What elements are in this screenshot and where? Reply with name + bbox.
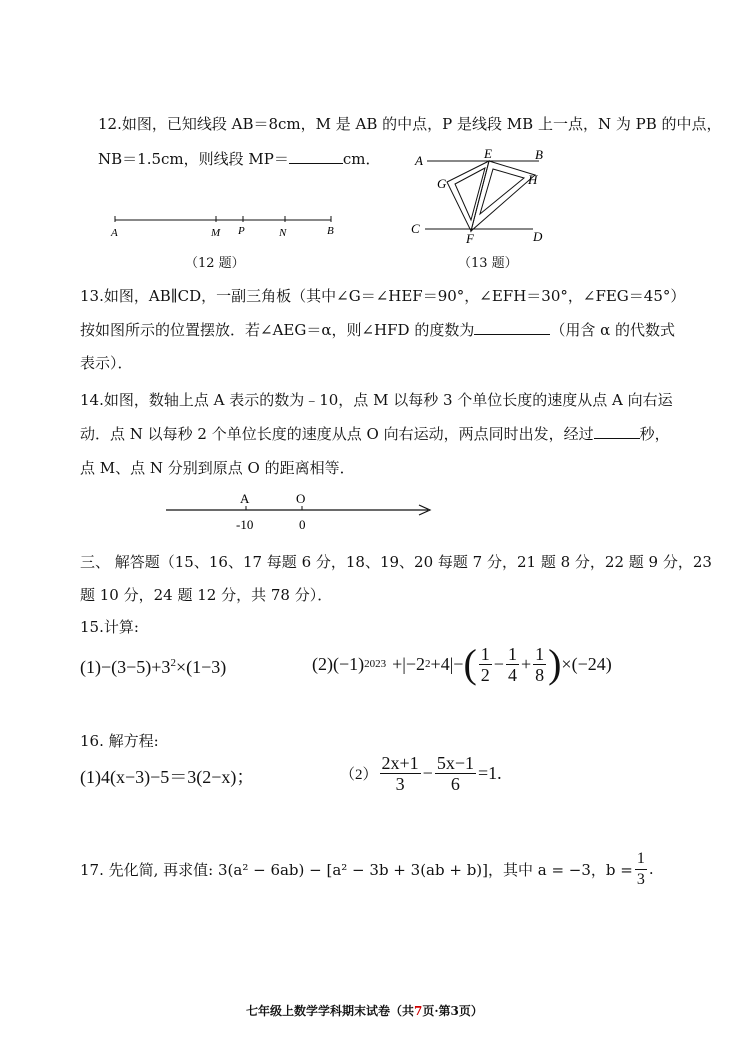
q12-answer-blank bbox=[289, 149, 343, 164]
q13-label-d: D bbox=[533, 229, 543, 244]
q15-frac-quarter bbox=[506, 644, 519, 685]
q14-number-line bbox=[160, 490, 436, 536]
q16-frac1 bbox=[380, 753, 421, 794]
q14-line2-unit: 秒， bbox=[639, 425, 670, 443]
q12-label-n: N bbox=[279, 227, 287, 239]
q15-frac2-num: 1 bbox=[507, 643, 517, 664]
footer-total-pages: 7 bbox=[414, 1004, 423, 1018]
q13-line2-note: （用含 α 的代数式 bbox=[550, 321, 675, 339]
q13-caption: （13 题） bbox=[458, 256, 518, 271]
q13-label-e: E bbox=[484, 146, 492, 161]
q13-line2 bbox=[80, 320, 675, 340]
q16-frac2-num: 5x−1 bbox=[436, 752, 474, 773]
q16-frac2-den: 6 bbox=[450, 773, 460, 794]
q16-minus: − bbox=[422, 762, 433, 783]
q15-part1-exp: 2 bbox=[170, 657, 176, 669]
q13-label-a: A bbox=[415, 153, 423, 168]
q15-part2: (2)(−1) 2023 +|−2 2 +4|− ( $\frac{1}{2}$ − $\frac{1}{4}$ + $\frac{1}{8}$ ) ×(−24) bbox=[312, 641, 612, 686]
section3-line1: 三、 解答题（15、16、17 每题 6 分，18、19、20 每题 7 分，21 题 8 分，22 题 9 分，23 bbox=[80, 553, 712, 571]
q15-frac2-den: 4 bbox=[507, 664, 517, 685]
q13-label-h: H bbox=[528, 172, 538, 187]
q15-frac1-num: 1 bbox=[480, 643, 490, 664]
q15-right-paren: ) bbox=[548, 641, 562, 686]
q14-line2-text: 动．点 N 以每秒 2 个单位长度的速度从点 O 向右运动，两点同时出发，经过 bbox=[80, 425, 594, 443]
q15-part2-c: +4|− bbox=[430, 653, 464, 674]
q13-answer-blank bbox=[474, 320, 550, 335]
q15-frac3-den: 8 bbox=[535, 664, 545, 685]
q13-label-b: B bbox=[535, 147, 543, 162]
footer-text-pre: 七年级上数学学科期末试卷（共 bbox=[246, 1004, 415, 1018]
q17-frac bbox=[635, 849, 647, 890]
q15-frac3-num: 1 bbox=[535, 643, 545, 664]
q13-label-f: F bbox=[466, 231, 474, 246]
q14-answer-blank bbox=[594, 424, 640, 439]
section3-line2: 题 10 分，24 题 12 分，共 78 分）． bbox=[80, 586, 333, 604]
q16-frac2 bbox=[435, 753, 476, 794]
q12-label-m: M bbox=[211, 227, 221, 239]
q14-label-o: O bbox=[296, 491, 306, 506]
q13-line1: 13.如图，AB∥CD，一副三角板（其中∠G＝∠HEF＝90°，∠EFH＝30°，∠FEG＝45°） bbox=[80, 287, 686, 305]
q13-label-g: G bbox=[437, 176, 447, 191]
q12-line1: 12.如图，已知线段 AB＝8cm，M 是 AB 的中点，P 是线段 MB 上一点，N 为 PB 的中点， bbox=[98, 115, 722, 133]
q12-label-p: P bbox=[238, 225, 245, 237]
q14-value-o: 0 bbox=[299, 517, 306, 532]
q13-line3: 表示）． bbox=[80, 354, 133, 372]
q15-part1-a: (1)−(3−5)+3 bbox=[80, 657, 171, 677]
q15-frac-half bbox=[479, 644, 492, 685]
q16-frac1-den: 3 bbox=[395, 773, 405, 794]
q14-line3: 点 M、点 N 分别到原点 O 的距离相等． bbox=[80, 459, 355, 477]
q16-frac1-num: 2x+1 bbox=[381, 752, 419, 773]
q15-frac-eighth bbox=[533, 644, 546, 685]
q16-part2 bbox=[340, 750, 502, 796]
q17-frac-den: 3 bbox=[636, 870, 645, 888]
page-footer bbox=[246, 1002, 483, 1019]
q15-part2-tail: ×(−24) bbox=[561, 653, 612, 674]
q15-frac1-den: 2 bbox=[480, 664, 490, 685]
q14-label-a: A bbox=[240, 491, 250, 506]
q16-part2-label: （2） bbox=[340, 766, 378, 783]
q15-minus: − bbox=[493, 653, 504, 674]
q15-part2-a: (2)(−1) bbox=[312, 653, 365, 674]
q13-line2-text: 按如图所示的位置摆放．若∠AEG＝α，则∠HFD 的度数为 bbox=[80, 321, 475, 339]
q15-part1-b: ×(1−3) bbox=[175, 657, 227, 677]
q15-heading: 15.计算: bbox=[80, 618, 139, 636]
q12-label-b: B bbox=[327, 225, 334, 237]
q15-part2-b: +|−2 bbox=[392, 653, 426, 674]
q14-value-a: -10 bbox=[236, 517, 254, 532]
q14-line1: 14.如图，数轴上点 A 表示的数为﹣10，点 M 以每秒 3 个单位长度的速度从点 A 向右运 bbox=[80, 391, 673, 409]
q17-frac-num: 1 bbox=[635, 849, 647, 870]
q16-heading: 16. 解方程: bbox=[80, 732, 159, 750]
q17-line bbox=[80, 846, 654, 892]
q12-label-a: A bbox=[111, 227, 118, 239]
q15-part1 bbox=[80, 657, 226, 678]
q13-label-c: C bbox=[411, 221, 420, 236]
q12-line2 bbox=[98, 149, 380, 169]
q12-caption: （12 题） bbox=[185, 256, 245, 271]
q13-triangles-figure bbox=[405, 142, 565, 250]
q17-text: 17. 先化简, 再求值: 3(a² − 6ab) − [a² − 3b + 3(ab + b)]，其中 a = −3，b = bbox=[80, 860, 633, 879]
q17-tail: . bbox=[648, 860, 654, 878]
q12-segment-figure bbox=[105, 208, 345, 244]
q12-line2-unit: cm． bbox=[342, 150, 381, 168]
q14-line2 bbox=[80, 424, 670, 444]
footer-text-post: 页·第3页） bbox=[422, 1004, 483, 1018]
q15-left-paren: ( bbox=[463, 641, 477, 686]
q12-line2-text: NB＝1.5cm，则线段 MP＝ bbox=[98, 150, 289, 168]
q16-tail: =1. bbox=[477, 762, 502, 783]
q16-part1: (1)4(x−3)−5＝3(2−x)； bbox=[80, 767, 255, 787]
q15-plus: + bbox=[520, 653, 532, 674]
